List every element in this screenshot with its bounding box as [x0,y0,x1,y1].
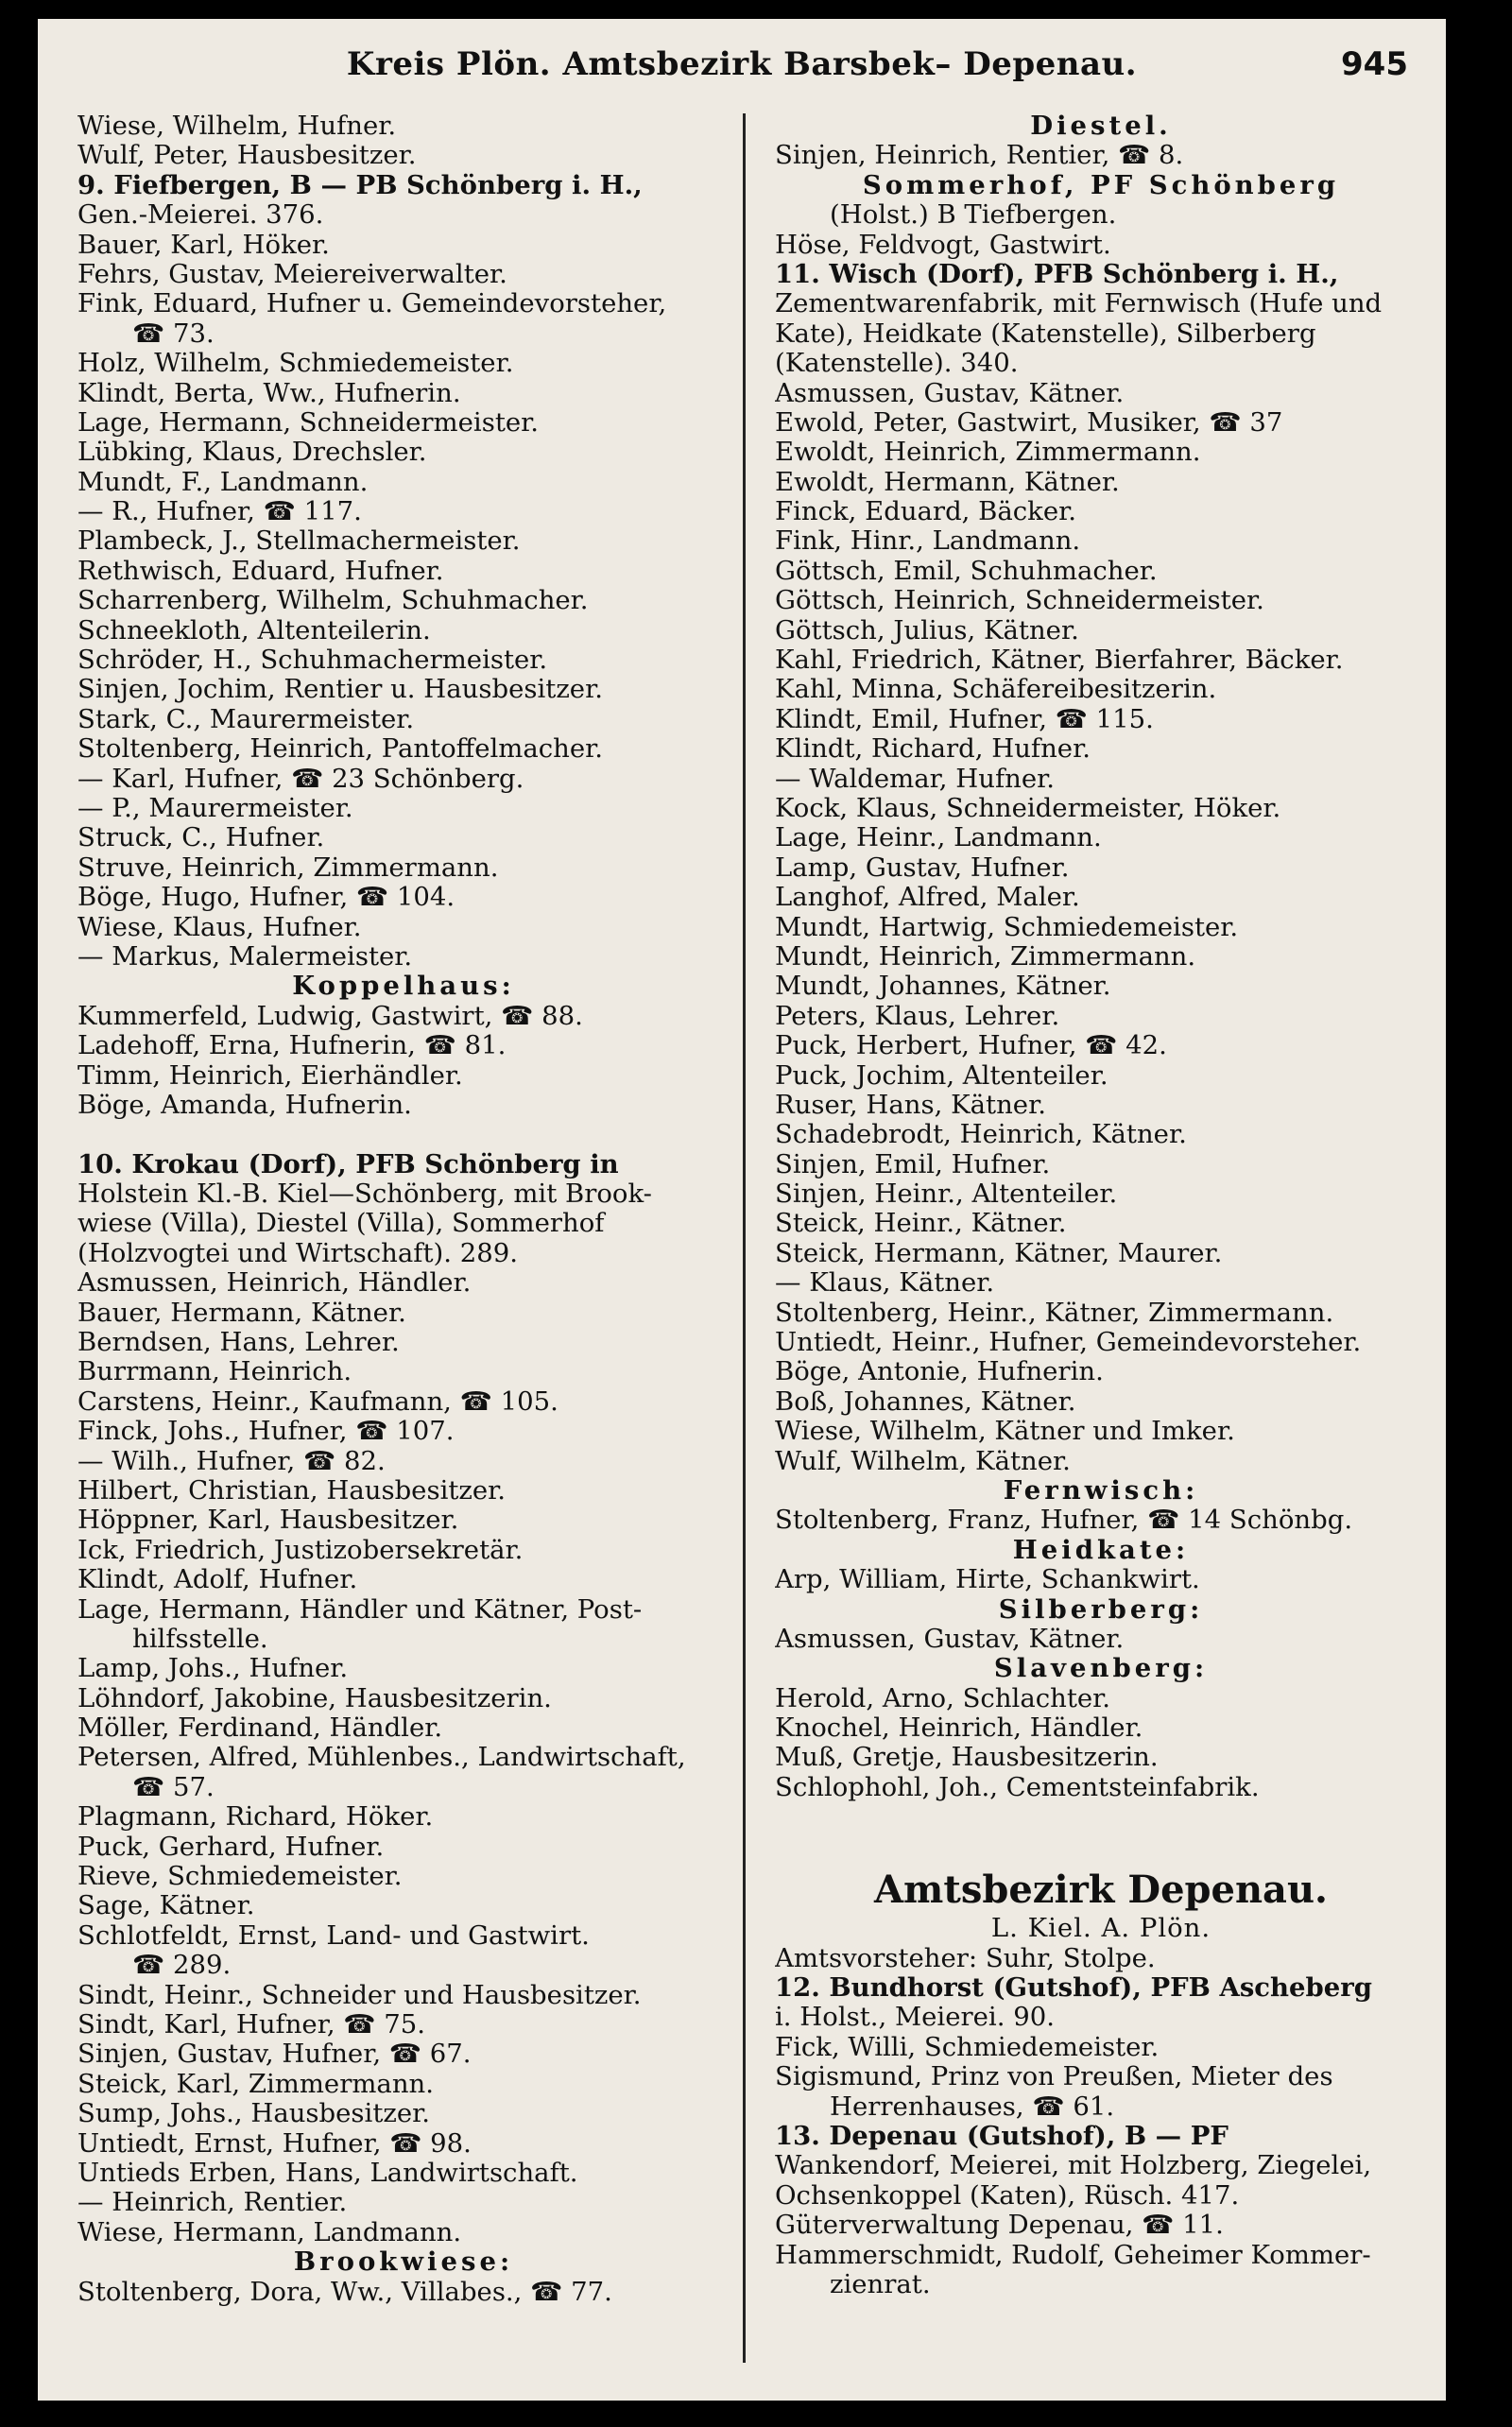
directory-entry: Stoltenberg, Heinr., Kätner, Zimmermann. [775,1298,1334,1328]
directory-entry: Klindt, Richard, Hufner. [775,734,1091,765]
locality-entry: 13. Depenau (Gutshof), B — PF [775,2122,1228,2151]
directory-entry: Fink, Eduard, Hufner u. Gemeindevorsteher, [77,289,667,319]
directory-entry: Scharrenberg, Wilhelm, Schuhmacher. [77,586,589,616]
directory-entry: Peters, Klaus, Lehrer. [775,1001,1060,1031]
directory-entry: Fehrs, Gustav, Meiereiverwalter. [77,259,507,289]
directory-entry: Ewoldt, Heinrich, Zimmermann. [775,438,1201,468]
directory-entry: — Heinrich, Rentier. [77,2188,348,2218]
column-divider [743,113,746,2363]
directory-entry: Klindt, Berta, Ww., Hufnerin. [77,378,461,408]
directory-entry: Untiedt, Ernst, Hufner, ☎ 98. [77,2128,472,2159]
directory-entry: Untiedt, Heinr., Hufner, Gemeindevorsteher. [775,1328,1362,1358]
subsection-heading: Heidkate: [1012,1535,1190,1565]
directory-entry: Lamp, Johs., Hufner. [77,1654,349,1684]
directory-entry: Sump, Johs., Hausbesitzer. [77,2099,431,2129]
directory-entry: Zementwarenfabrik, mit Fernwisch (Hufe und [775,289,1383,319]
directory-entry: Steick, Karl, Zimmermann. [77,2069,434,2099]
directory-entry: Wankendorf, Meierei, mit Holzberg, Ziegelei, [775,2151,1372,2181]
directory-entry: (Holzvogtei und Wirtschaft). 289. [77,1238,518,1268]
directory-entry: Asmussen, Gustav, Kätner. [775,378,1125,408]
directory-entry: Steick, Heinr., Kätner. [775,1209,1067,1239]
directory-entry: Finck, Johs., Hufner, ☎ 107. [77,1417,455,1447]
entry-continuation: Herrenhauses, ☎ 61. [830,2091,1115,2122]
directory-entry: Mundt, F., Landmann. [77,467,369,497]
directory-entry: Rethwisch, Eduard, Hufner. [77,556,444,586]
directory-entry: Sinjen, Gustav, Hufner, ☎ 67. [77,2040,472,2070]
directory-entry: Gen.-Meierei. 376. [77,200,324,231]
district-subheading: L. Kiel. A. Plön. [990,1914,1211,1944]
directory-entry: Stark, C., Maurermeister. [77,704,415,734]
directory-entry: Göttsch, Julius, Kätner. [775,615,1079,645]
directory-entry: Arp, William, Hirte, Schankwirt. [775,1565,1200,1595]
directory-entry: Sage, Kätner. [77,1891,255,1921]
directory-entry: Mundt, Hartwig, Schmiedemeister. [775,912,1239,942]
directory-entry: Struve, Heinrich, Zimmermann. [77,852,499,883]
directory-entry: — Waldemar, Hufner. [775,764,1055,794]
directory-entry: Lage, Heinr., Landmann. [775,823,1102,853]
directory-entry: Holz, Wilhelm, Schmiedemeister. [77,349,514,379]
directory-entry: Wiese, Hermann, Landmann. [77,2217,462,2247]
directory-entry: Lage, Hermann, Händler und Kätner, Post- [77,1594,643,1625]
directory-entry: Schlotfeldt, Ernst, Land- und Gastwirt. [77,1920,590,1951]
directory-entry: Kummerfeld, Ludwig, Gastwirt, ☎ 88. [77,1001,583,1031]
directory-entry: Sigismund, Prinz von Preußen, Mieter des [775,2062,1333,2092]
directory-entry: Petersen, Alfred, Mühlenbes., Landwirtschaft, [77,1743,686,1773]
right-column [775,112,1427,2299]
directory-entry: Rieve, Schmiedemeister. [77,1862,403,1892]
directory-entry: Ewoldt, Hermann, Kätner. [775,467,1120,497]
directory-entry: Göttsch, Heinrich, Schneidermeister. [775,586,1264,616]
entry-continuation: ☎ 289. [132,1951,232,1981]
directory-entry: Klindt, Adolf, Hufner. [77,1565,358,1595]
directory-entry: Mundt, Heinrich, Zimmermann. [775,941,1196,972]
directory-entry: Güterverwaltung Depenau, ☎ 11. [775,2211,1224,2241]
directory-entry: Mundt, Johannes, Kätner. [775,972,1111,1002]
directory-entry: wiese (Villa), Diestel (Villa), Sommerhof [77,1209,605,1239]
directory-entry: Stoltenberg, Heinrich, Pantoffelmacher. [77,734,604,765]
directory-entry: Stoltenberg, Franz, Hufner, ☎ 14 Schönbg. [775,1506,1353,1536]
directory-entry: Sindt, Heinr., Schneider und Hausbesitzer. [77,1980,642,2010]
directory-entry: Untieds Erben, Hans, Landwirtschaft. [77,2158,578,2188]
directory-page [38,19,1446,2401]
directory-entry: Böge, Hugo, Hufner, ☎ 104. [77,883,455,913]
directory-entry: Wulf, Peter, Hausbesitzer. [77,141,417,171]
directory-entry: Holstein Kl.-B. Kiel—Schönberg, mit Brook- [77,1179,652,1210]
directory-entry: Klindt, Emil, Hufner, ☎ 115. [775,704,1154,734]
directory-entry: Böge, Amanda, Hufnerin. [77,1090,412,1120]
subsection-heading: Brookwiese: [293,2247,514,2278]
directory-entry: Finck, Eduard, Bäcker. [775,497,1076,527]
directory-entry: Puck, Gerhard, Hufner. [77,1832,385,1862]
directory-entry: Asmussen, Heinrich, Händler. [77,1268,472,1299]
page-number: 945 [1341,45,1408,83]
directory-entry: Puck, Jochim, Altenteiler. [775,1060,1108,1091]
directory-entry: Sinjen, Emil, Hufner. [775,1149,1051,1179]
spacer [77,1120,730,1149]
directory-entry: — R., Hufner, ☎ 117. [77,497,362,527]
directory-entry: Ick, Friedrich, Justizobersekretär. [77,1535,524,1565]
directory-entry: Schröder, H., Schuhmachermeister. [77,645,548,676]
directory-entry: Ewold, Peter, Gastwirt, Musiker, ☎ 37 [775,407,1283,438]
directory-entry: Sinjen, Heinr., Altenteiler. [775,1179,1118,1210]
directory-entry: Plagmann, Richard, Höker. [77,1802,434,1833]
directory-entry: Amtsvorsteher: Suhr, Stolpe. [775,1943,1156,1973]
directory-entry: — Wilh., Hufner, ☎ 82. [77,1446,386,1476]
directory-entry: — Klaus, Kätner. [775,1268,995,1299]
directory-entry: — Markus, Malermeister. [77,941,413,972]
directory-entry: Wiese, Wilhelm, Hufner. [77,112,397,141]
subsection-heading: Fernwisch: [1003,1475,1199,1506]
directory-entry: Stoltenberg, Dora, Ww., Villabes., ☎ 77. [77,2277,612,2307]
directory-entry: (Katenstelle). 340. [775,349,1019,379]
directory-entry: Löhndorf, Jakobine, Hausbesitzerin. [77,1683,552,1713]
directory-entry: Timm, Heinrich, Eierhändler. [77,1060,463,1091]
locality-entry: 10. Krokau (Dorf), PFB Schönberg in [77,1149,619,1179]
directory-entry: Fick, Willi, Schmiedemeister. [775,2032,1160,2062]
directory-entry: Lübking, Klaus, Drechsler. [77,438,427,468]
directory-entry: Fink, Hinr., Landmann. [775,526,1081,557]
district-heading: Amtsbezirk Depenau. [874,1868,1328,1913]
entry-continuation: ☎ 57. [132,1772,215,1802]
left-column [77,112,730,2307]
locality-entry: 12. Bundhorst (Gutshof), PFB Ascheberg [775,1973,1372,2004]
directory-entry: Muß, Gretje, Hausbesitzerin. [775,1743,1159,1773]
directory-entry: Wulf, Wilhelm, Kätner. [775,1446,1071,1476]
directory-entry: Lage, Hermann, Schneidermeister. [77,407,540,438]
directory-entry: Langhof, Alfred, Maler. [775,883,1080,913]
directory-entry: Höppner, Karl, Hausbesitzer. [77,1506,459,1536]
subsection-heading: Koppelhaus: [292,972,515,1002]
locality-entry: 9. Fiefbergen, B — PB Schönberg i. H., [77,170,643,200]
directory-entry: Steick, Hermann, Kätner, Maurer. [775,1238,1223,1268]
directory-entry: Berndsen, Hans, Lehrer. [77,1328,400,1358]
directory-entry: — Karl, Hufner, ☎ 23 Schönberg. [77,764,524,794]
subsection-heading: Silberberg: [998,1594,1204,1625]
directory-entry: Schadebrodt, Heinrich, Kätner. [775,1120,1187,1150]
subsection-heading: Slavenberg: [993,1654,1209,1684]
directory-entry: Schneekloth, Altenteilerin. [77,615,431,645]
directory-entry: Burrmann, Heinrich. [77,1357,352,1387]
directory-entry: Bauer, Karl, Höker. [77,230,330,260]
directory-entry: Hilbert, Christian, Hausbesitzer. [77,1475,507,1506]
entry-continuation: hilfsstelle. [132,1624,268,1654]
directory-entry: Böge, Antonie, Hufnerin. [775,1357,1104,1387]
directory-entry: — P., Maurermeister. [77,793,353,823]
directory-entry: Herold, Arno, Schlachter. [775,1683,1111,1713]
entry-continuation: (Holst.) B Tiefbergen. [830,200,1117,231]
directory-entry: Ruser, Hans, Kätner. [775,1090,1046,1120]
directory-entry: Plambeck, J., Stellmachermeister. [77,526,521,557]
entry-continuation: zienrat. [830,2269,931,2299]
directory-entry: Sinjen, Jochim, Rentier u. Hausbesitzer. [77,675,603,705]
directory-entry: Möller, Ferdinand, Händler. [77,1713,443,1744]
entry-continuation: ☎ 73. [132,318,215,349]
directory-entry: Sinjen, Heinrich, Rentier, ☎ 8. [775,141,1184,171]
directory-entry: i. Holst., Meierei. 90. [775,2003,1055,2033]
directory-entry: Puck, Herbert, Hufner, ☎ 42. [775,1031,1167,1061]
directory-entry: Boß, Johannes, Kätner. [775,1386,1076,1417]
directory-entry: Kahl, Friedrich, Kätner, Bierfahrer, Bäcker. [775,645,1344,676]
directory-entry: Kock, Klaus, Schneidermeister, Höker. [775,793,1281,823]
running-title: Kreis Plön. Amtsbezirk Barsbek– Depenau. [346,45,1138,83]
directory-entry: Höse, Feldvogt, Gastwirt. [775,230,1111,260]
directory-entry: Ladehoff, Erna, Hufnerin, ☎ 81. [77,1031,507,1061]
directory-entry: Knochel, Heinrich, Händler. [775,1713,1143,1744]
directory-entry: Struck, C., Hufner. [77,823,325,853]
directory-entry: Göttsch, Emil, Schuhmacher. [775,556,1158,586]
directory-entry: Carstens, Heinr., Kaufmann, ☎ 105. [77,1386,558,1417]
subsection-heading: Sommerhof, PF Schönberg [862,170,1340,200]
directory-entry: Hammerschmidt, Rudolf, Geheimer Kommer- [775,2240,1371,2270]
directory-entry: Schlophohl, Joh., Cementsteinfabrik. [775,1772,1260,1802]
directory-entry: Asmussen, Gustav, Kätner. [775,1624,1125,1654]
directory-entry: Bauer, Hermann, Kätner. [77,1298,406,1328]
subsection-heading: Diestel. [1030,112,1172,141]
spacer [775,1802,1427,1861]
directory-entry: Wiese, Wilhelm, Kätner und Imker. [775,1417,1235,1447]
directory-entry: Kahl, Minna, Schäfereibesitzerin. [775,675,1217,705]
page-header [38,45,1446,102]
directory-entry: Ochsenkoppel (Katen), Rüsch. 417. [775,2180,1240,2211]
directory-entry: Kate), Heidkate (Katenstelle), Silberberg [775,318,1316,349]
directory-entry: Lamp, Gustav, Hufner. [775,852,1070,883]
directory-entry: Wiese, Klaus, Hufner. [77,912,362,942]
directory-entry: Sindt, Karl, Hufner, ☎ 75. [77,2010,426,2040]
locality-entry: 11. Wisch (Dorf), PFB Schönberg i. H., [775,259,1339,289]
